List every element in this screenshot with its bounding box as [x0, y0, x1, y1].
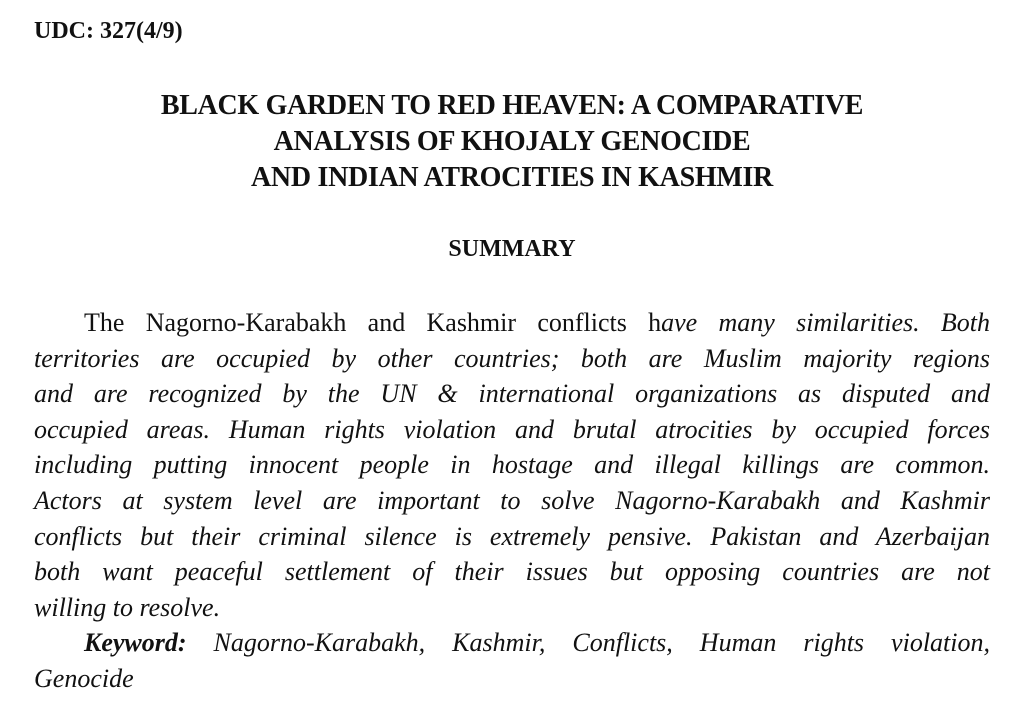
summary-body: [34, 305, 990, 697]
summary-line: [34, 412, 990, 448]
summary-line: [34, 554, 990, 590]
summary-text-upright: The Nagorno-Karabakh and Kashmir conflicts h: [84, 308, 662, 337]
summary-text-italic: both want peaceful settlement of their issues but opposing countries are not: [34, 557, 990, 587]
summary-text-italic: territories are occupied by other countries; both are Muslim majority regions: [34, 343, 990, 373]
keywords-line: [34, 661, 990, 697]
summary-text-italic: including putting innocent people in hostage and illegal killings are common.: [34, 450, 990, 480]
title-line: AND INDIAN ATROCITIES IN KASHMIR: [251, 162, 773, 193]
summary-line: [34, 519, 990, 555]
summary-line: [34, 376, 990, 412]
summary-text-italic: and are recognized by the UN & international organizations as disputed and: [34, 379, 990, 409]
title-line: ANALYSIS OF KHOJALY GENOCIDE: [273, 126, 751, 157]
summary-text-italic: conflicts but their criminal silence is extremely pensive. Pakistan and Azerbaijan: [34, 521, 990, 551]
keywords-list: Genocide: [34, 663, 134, 693]
summary-text-italic: willing to resolve.: [34, 592, 221, 622]
summary-text-italic: ave many similarities. Both: [661, 308, 991, 337]
summary-line: [34, 341, 990, 377]
keywords-label: Keyword:: [84, 628, 187, 658]
summary-line: [34, 305, 990, 341]
summary-text-italic: Actors at system level are important to solve Nagorno-Karabakh and Kashmir: [34, 485, 990, 515]
paper-title: [0, 88, 1024, 196]
summary-line: [34, 447, 990, 483]
summary-line: [34, 483, 990, 519]
summary-heading: SUMMARY: [448, 236, 576, 262]
keywords-line: [34, 625, 990, 661]
udc-code: UDC: 327(4/9): [34, 18, 183, 44]
title-line: BLACK GARDEN TO RED HEAVEN: A COMPARATIVE: [160, 90, 864, 121]
keywords-list: Nagorno-Karabakh, Kashmir, Conflicts, Human rights violation,: [186, 628, 990, 658]
summary-text-italic: occupied areas. Human rights violation and brutal atrocities by occupied forces: [34, 414, 990, 444]
summary-line: [34, 590, 990, 626]
